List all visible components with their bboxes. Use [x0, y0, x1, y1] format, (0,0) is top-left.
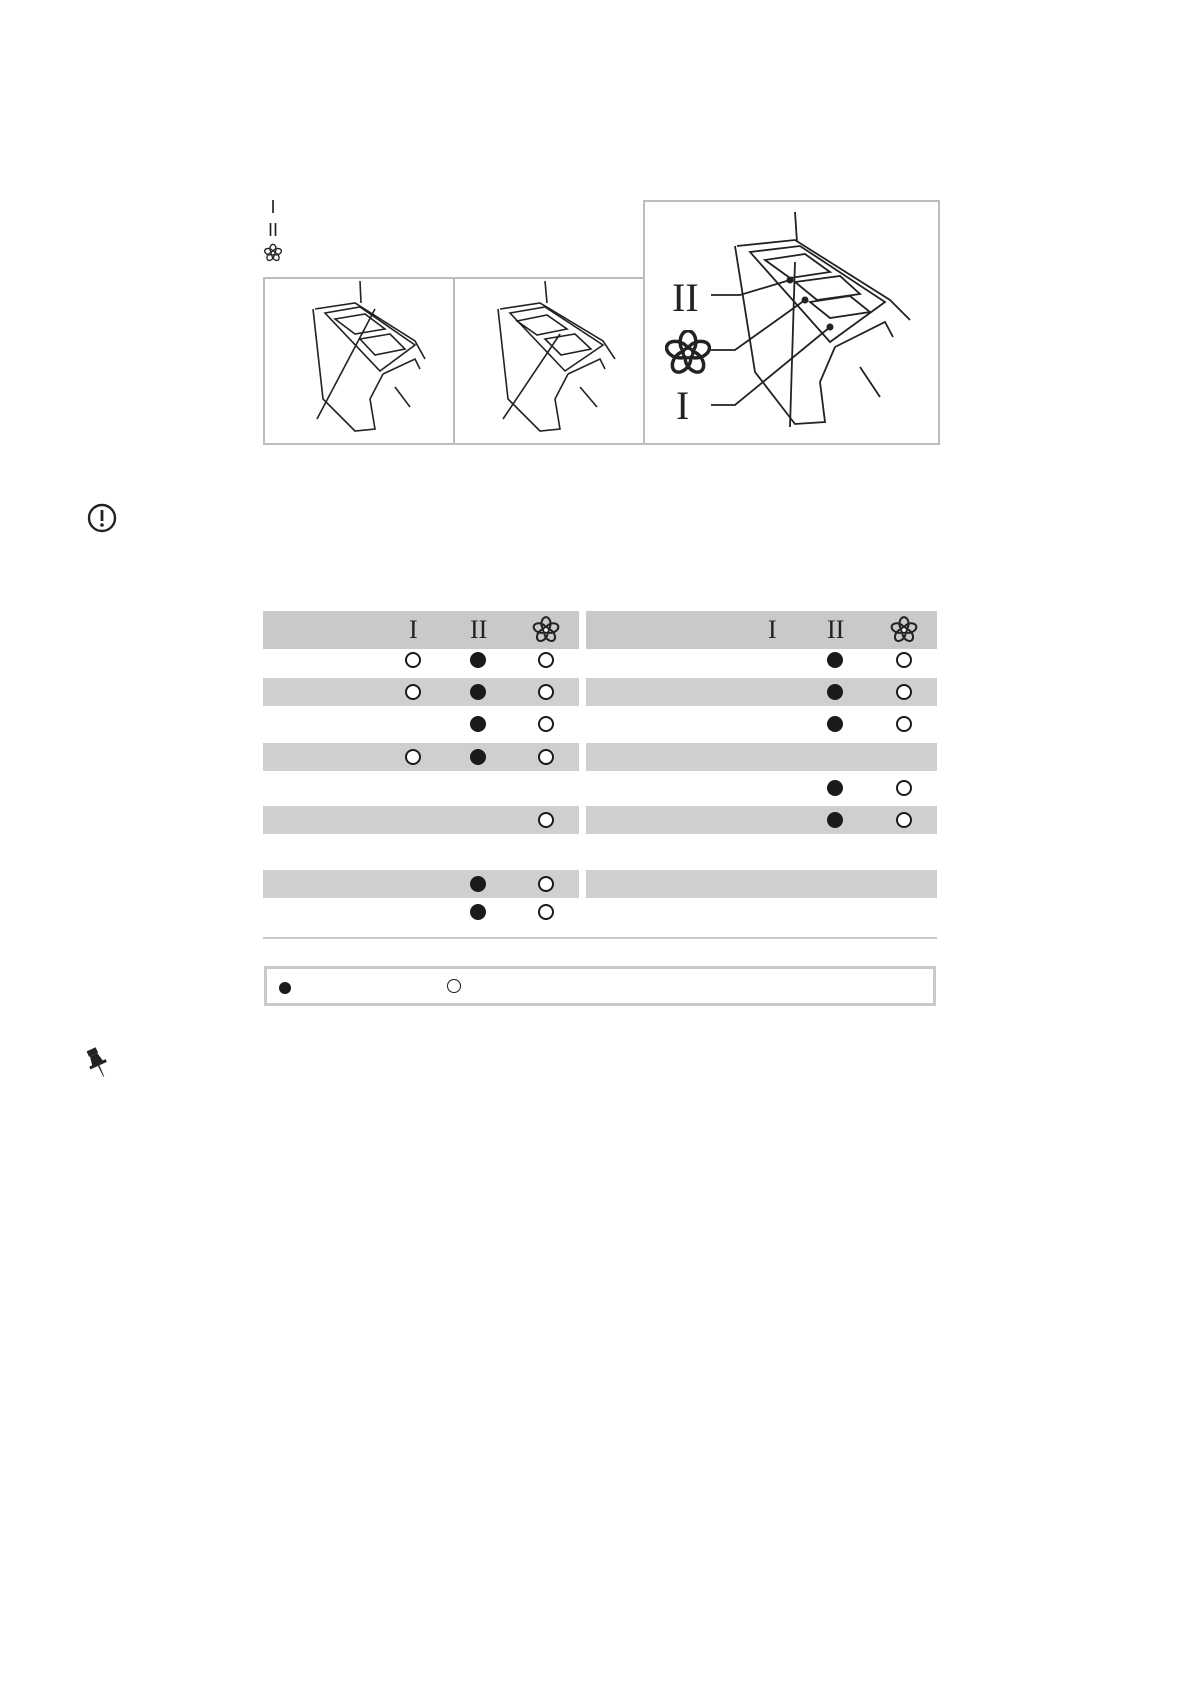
table-header-prewash: I — [409, 615, 418, 644]
legend-prewash — [262, 196, 284, 218]
table-row — [586, 646, 937, 674]
table-row — [263, 646, 579, 674]
flower-icon — [532, 616, 560, 644]
filled-dot-icon — [470, 749, 486, 765]
table-row — [586, 743, 937, 771]
table-row — [263, 774, 579, 802]
empty-dot-icon — [538, 684, 554, 700]
symbol-key — [264, 966, 936, 1006]
label-prewash: I — [676, 383, 690, 428]
table-row — [263, 678, 579, 706]
table-row — [263, 743, 579, 771]
table-header-mainwash: II — [827, 615, 845, 644]
filled-dot-icon — [827, 716, 843, 732]
filled-dot-icon — [470, 652, 486, 668]
drawer-illustration-icon — [645, 202, 938, 443]
filled-dot-icon — [827, 684, 843, 700]
filled-dot-icon — [827, 780, 843, 796]
flower-icon — [890, 616, 918, 644]
legend-softener — [262, 242, 284, 264]
empty-dot-icon — [538, 716, 554, 732]
table-row — [586, 678, 937, 706]
empty-dot-icon — [538, 904, 554, 920]
table-row — [586, 774, 937, 802]
drawer-diagram-2 — [453, 277, 645, 445]
table-header — [586, 611, 937, 649]
legend-symbol-i: I — [270, 197, 276, 217]
filled-dot-icon — [470, 716, 486, 732]
legend-symbol-ii: II — [267, 220, 278, 240]
empty-dot-icon — [405, 684, 421, 700]
empty-dot-icon — [538, 876, 554, 892]
table-row — [586, 806, 937, 834]
label-main-wash: II — [672, 275, 699, 320]
table-row — [263, 806, 579, 834]
table-row — [586, 870, 937, 898]
filled-dot-icon — [827, 652, 843, 668]
empty-dot-icon — [405, 749, 421, 765]
table-header-mainwash: II — [470, 615, 488, 644]
table-divider — [263, 937, 937, 939]
drawer-illustration-icon — [265, 279, 453, 443]
empty-dot-icon — [405, 652, 421, 668]
table-row — [586, 710, 937, 738]
table-header-prewash: I — [768, 615, 777, 644]
table-row — [263, 838, 579, 866]
drawer-illustration-icon — [455, 279, 643, 443]
filled-dot-icon — [470, 684, 486, 700]
empty-dot-icon — [896, 716, 912, 732]
legend-mainwash — [262, 219, 284, 241]
empty-dot-icon — [896, 652, 912, 668]
empty-dot-icon — [896, 780, 912, 796]
key-filled-dot-icon — [279, 982, 291, 994]
filled-dot-icon — [827, 812, 843, 828]
empty-dot-icon — [896, 812, 912, 828]
exclamation-circle-icon — [86, 502, 118, 539]
flower-icon — [262, 243, 284, 263]
table-row — [586, 898, 937, 926]
table-row — [263, 898, 579, 926]
table-row — [586, 838, 937, 866]
empty-dot-icon — [896, 684, 912, 700]
filled-dot-icon — [470, 904, 486, 920]
pushpin-icon — [84, 1046, 110, 1085]
drawer-diagram-labeled — [643, 200, 940, 445]
filled-dot-icon — [470, 876, 486, 892]
empty-dot-icon — [538, 749, 554, 765]
table-row — [263, 870, 579, 898]
empty-dot-icon — [538, 812, 554, 828]
drawer-diagram-1 — [263, 277, 455, 445]
table-row — [263, 710, 579, 738]
empty-dot-icon — [538, 652, 554, 668]
key-empty-dot-icon — [447, 979, 461, 993]
